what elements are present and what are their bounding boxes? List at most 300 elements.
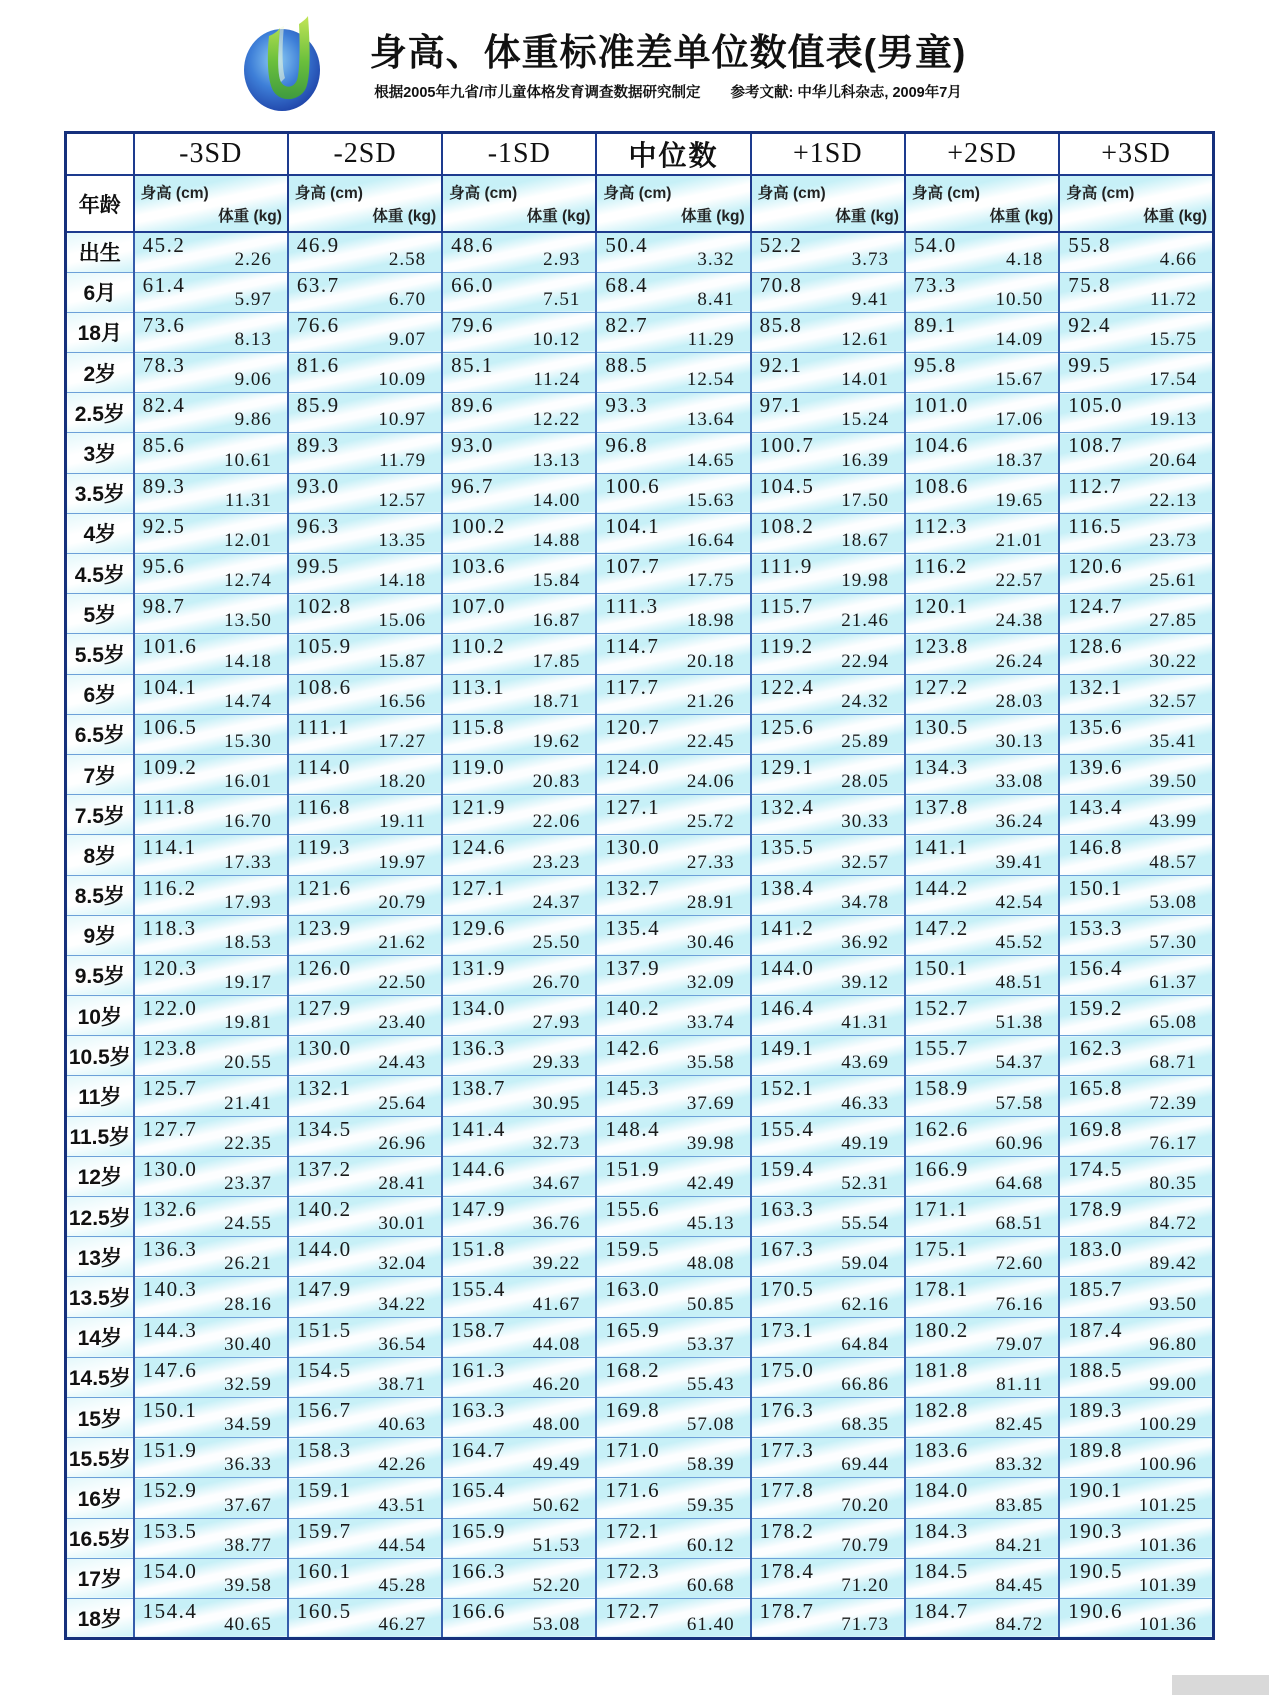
height-value: 92.1	[759, 353, 803, 378]
data-cell	[751, 1518, 905, 1558]
weight-value: 13.50	[224, 610, 272, 632]
weight-value: 14.74	[224, 690, 272, 712]
age-label: 8.5岁	[66, 875, 134, 915]
data-cell	[134, 634, 288, 674]
weight-value: 65.08	[1149, 1012, 1197, 1034]
weight-value: 79.07	[995, 1333, 1044, 1355]
weight-value: 32.04	[378, 1253, 427, 1275]
weight-value: 14.88	[532, 530, 581, 551]
height-value: 163.3	[451, 1397, 506, 1422]
age-label: 6.5岁	[66, 714, 134, 754]
height-value: 153.3	[1068, 915, 1123, 940]
weight-value: 33.08	[995, 771, 1044, 793]
data-cell	[905, 1518, 1059, 1558]
weight-value: 2.93	[543, 248, 581, 270]
data-cell	[442, 1116, 596, 1156]
height-value: 150.1	[913, 955, 969, 980]
table-row	[66, 714, 1214, 754]
data-cell	[442, 1156, 596, 1196]
data-cell	[442, 754, 596, 794]
height-value: 120.7	[605, 714, 661, 739]
data-cell	[751, 1116, 905, 1156]
data-cell	[288, 634, 442, 674]
data-cell	[288, 433, 442, 473]
data-cell	[905, 754, 1059, 794]
height-value: 122.4	[759, 674, 815, 699]
weight-value: 55.43	[686, 1373, 735, 1395]
data-cell	[905, 272, 1059, 312]
data-cell	[288, 513, 442, 553]
weight-value: 10.09	[378, 369, 427, 391]
weight-value: 8.41	[697, 288, 735, 310]
data-cell	[288, 996, 442, 1036]
data-cell	[134, 1558, 288, 1598]
age-label: 14岁	[66, 1317, 134, 1357]
height-value: 107.0	[451, 594, 506, 619]
weight-value: 76.16	[995, 1293, 1044, 1315]
height-value: 159.7	[296, 1518, 352, 1543]
data-cell	[1059, 875, 1213, 915]
table-row	[66, 674, 1214, 714]
weight-value: 32.57	[841, 851, 889, 873]
age-label: 11岁	[66, 1076, 134, 1116]
weight-value: 42.54	[995, 891, 1044, 913]
weight-value: 21.46	[841, 610, 889, 632]
data-cell	[751, 232, 905, 272]
weight-unit-label: 体重 (kg)	[680, 208, 745, 225]
height-value: 121.6	[296, 875, 352, 900]
data-cell	[288, 353, 442, 393]
height-unit-label: 身高 (cm)	[294, 185, 363, 202]
data-cell	[1059, 1438, 1213, 1478]
data-cell	[596, 915, 750, 955]
data-cell	[442, 1357, 596, 1397]
data-cell	[751, 353, 905, 393]
weight-value: 12.61	[841, 329, 889, 351]
height-value: 120.6	[1068, 554, 1123, 578]
weight-value: 17.50	[841, 489, 889, 511]
weight-value: 30.46	[686, 931, 735, 953]
age-label: 9岁	[66, 915, 134, 955]
height-value: 155.7	[913, 1036, 969, 1061]
weight-value: 61.37	[1149, 972, 1197, 994]
weight-value: 30.01	[378, 1213, 427, 1235]
weight-value: 3.32	[697, 248, 735, 270]
u-swirl-globe-logo	[238, 14, 330, 112]
data-cell	[288, 272, 442, 312]
height-value: 169.8	[1068, 1116, 1123, 1141]
height-value: 132.7	[605, 875, 661, 900]
weight-value: 39.41	[995, 851, 1044, 873]
data-cell	[596, 1558, 750, 1598]
masthead	[238, 14, 1048, 112]
data-cell	[596, 1598, 750, 1638]
weight-value: 17.54	[1149, 369, 1197, 391]
data-cell	[1059, 1558, 1213, 1598]
data-cell	[905, 393, 1059, 433]
height-value: 82.4	[142, 393, 186, 418]
height-value: 85.6	[142, 433, 186, 458]
table-row	[66, 955, 1214, 995]
height-value: 96.8	[605, 433, 649, 458]
corner-cell	[66, 133, 134, 176]
data-cell	[134, 353, 288, 393]
page-title: 身高、体重标准差单位数值表(男童)	[369, 32, 967, 73]
data-cell	[905, 1317, 1059, 1357]
age-label: 18月	[66, 312, 134, 352]
age-column-header: 年龄	[66, 175, 134, 232]
height-value: 183.6	[913, 1438, 969, 1463]
weight-value: 15.87	[378, 650, 427, 672]
data-cell	[596, 835, 750, 875]
data-cell	[442, 1197, 596, 1237]
height-value: 85.9	[296, 393, 340, 418]
height-value: 92.5	[142, 513, 186, 538]
height-value: 108.6	[296, 674, 352, 699]
height-value: 162.6	[913, 1116, 969, 1141]
height-value: 52.2	[759, 233, 803, 257]
data-cell	[751, 1277, 905, 1317]
height-value: 165.4	[451, 1478, 506, 1503]
height-unit-label: 身高 (cm)	[140, 185, 209, 202]
height-value: 115.8	[451, 714, 506, 739]
weight-value: 64.84	[841, 1333, 889, 1355]
height-value: 136.3	[451, 1036, 506, 1061]
data-cell	[288, 232, 442, 272]
data-cell	[596, 232, 750, 272]
height-value: 178.1	[913, 1277, 969, 1302]
weight-value: 36.54	[378, 1333, 427, 1355]
sd-column-header: -2SD	[288, 133, 442, 176]
height-value: 117.7	[605, 674, 660, 699]
weight-value: 25.64	[378, 1092, 427, 1114]
height-value: 130.0	[142, 1156, 198, 1181]
height-value: 127.1	[605, 795, 661, 820]
weight-value: 57.08	[686, 1414, 735, 1436]
data-cell	[905, 1197, 1059, 1237]
height-value: 101.6	[142, 634, 198, 659]
height-value: 104.5	[759, 473, 815, 498]
data-cell	[1059, 473, 1213, 513]
data-cell	[134, 594, 288, 634]
weight-value: 50.85	[686, 1293, 735, 1315]
data-cell	[596, 393, 750, 433]
height-value: 106.5	[142, 714, 198, 739]
age-label: 13.5岁	[66, 1277, 134, 1317]
age-label: 10岁	[66, 996, 134, 1036]
data-cell	[134, 1076, 288, 1116]
weight-value: 8.13	[234, 329, 272, 351]
height-value: 135.4	[605, 915, 661, 940]
height-value: 113.1	[451, 674, 506, 699]
height-value: 172.7	[605, 1598, 661, 1623]
data-cell	[134, 393, 288, 433]
height-value: 50.4	[605, 233, 649, 257]
height-value: 177.3	[759, 1438, 815, 1463]
unit-label-cell	[1059, 175, 1213, 232]
height-value: 130.5	[913, 714, 969, 739]
data-cell	[134, 835, 288, 875]
table-row	[66, 1518, 1214, 1558]
height-value: 165.9	[451, 1518, 506, 1543]
height-value: 158.7	[451, 1317, 506, 1342]
weight-value: 59.04	[841, 1253, 889, 1275]
data-cell	[905, 996, 1059, 1036]
data-cell	[596, 795, 750, 835]
weight-value: 68.71	[1149, 1052, 1197, 1074]
data-cell	[905, 1237, 1059, 1277]
weight-unit-label: 体重 (kg)	[372, 208, 437, 225]
data-cell	[134, 1397, 288, 1437]
height-value: 166.9	[913, 1156, 969, 1181]
height-value: 158.3	[296, 1438, 352, 1463]
data-cell	[288, 1156, 442, 1196]
data-cell	[442, 674, 596, 714]
table-row	[66, 1277, 1214, 1317]
weight-value: 18.53	[224, 931, 272, 953]
weight-value: 25.89	[841, 730, 889, 752]
data-cell	[905, 1397, 1059, 1437]
weight-value: 18.98	[686, 610, 735, 632]
weight-value: 19.81	[224, 1012, 272, 1034]
height-value: 45.2	[142, 233, 186, 257]
data-cell	[442, 835, 596, 875]
data-cell	[134, 1357, 288, 1397]
weight-value: 30.13	[995, 730, 1044, 752]
height-value: 112.3	[913, 513, 968, 538]
data-cell	[1059, 554, 1213, 594]
height-value: 150.1	[1068, 875, 1123, 900]
unit-label-cell	[905, 175, 1059, 232]
data-cell	[134, 714, 288, 754]
data-cell	[596, 1518, 750, 1558]
data-cell	[1059, 835, 1213, 875]
weight-value: 49.19	[841, 1132, 889, 1154]
height-value: 92.4	[1068, 312, 1111, 337]
height-value: 70.8	[759, 272, 803, 297]
data-cell	[442, 312, 596, 352]
height-value: 88.5	[605, 353, 649, 378]
weight-value: 71.73	[841, 1614, 889, 1636]
weight-value: 13.64	[686, 409, 735, 431]
weight-value: 9.07	[388, 329, 427, 351]
age-label: 4岁	[66, 513, 134, 553]
data-cell	[134, 795, 288, 835]
data-cell	[1059, 1076, 1213, 1116]
height-value: 140.2	[296, 1197, 352, 1221]
weight-value: 72.60	[995, 1253, 1044, 1275]
data-cell	[751, 1397, 905, 1437]
data-cell	[134, 1156, 288, 1196]
weight-value: 27.93	[532, 1012, 581, 1034]
weight-value: 51.38	[995, 1012, 1044, 1034]
height-value: 119.2	[759, 634, 814, 659]
data-cell	[751, 955, 905, 995]
data-cell	[442, 594, 596, 634]
height-value: 76.6	[296, 312, 340, 337]
data-cell	[751, 1237, 905, 1277]
weight-value: 5.97	[234, 288, 272, 310]
height-value: 105.9	[296, 634, 352, 659]
data-cell	[596, 312, 750, 352]
data-cell	[442, 1558, 596, 1598]
height-value: 154.0	[142, 1558, 198, 1583]
height-value: 112.7	[1068, 473, 1123, 498]
data-cell	[905, 513, 1059, 553]
data-cell	[442, 232, 596, 272]
weight-value: 10.12	[532, 329, 581, 351]
weight-value: 17.85	[532, 650, 581, 672]
data-cell	[442, 1518, 596, 1558]
height-value: 185.7	[1068, 1277, 1123, 1302]
data-cell	[596, 1277, 750, 1317]
data-cell	[1059, 1116, 1213, 1156]
table-row	[66, 1237, 1214, 1277]
table-row	[66, 433, 1214, 473]
data-cell	[905, 594, 1059, 634]
height-value: 93.0	[451, 433, 494, 458]
height-value: 104.6	[913, 433, 969, 458]
height-value: 98.7	[142, 594, 186, 619]
height-value: 151.9	[605, 1156, 661, 1181]
weight-value: 15.84	[532, 570, 581, 592]
data-cell	[751, 875, 905, 915]
height-value: 171.1	[913, 1197, 969, 1221]
height-value: 108.6	[913, 473, 969, 498]
data-cell	[288, 875, 442, 915]
height-value: 114.1	[142, 835, 197, 860]
height-value: 169.8	[605, 1397, 661, 1422]
age-label: 18岁	[66, 1598, 134, 1638]
weight-value: 15.67	[995, 369, 1044, 391]
height-value: 78.3	[142, 353, 186, 378]
data-cell	[751, 1156, 905, 1196]
height-value: 151.9	[142, 1438, 198, 1463]
data-cell	[288, 1438, 442, 1478]
weight-value: 82.45	[995, 1414, 1044, 1436]
height-value: 68.4	[605, 272, 649, 297]
height-value: 55.8	[1068, 233, 1111, 257]
data-cell	[596, 714, 750, 754]
data-cell	[288, 473, 442, 513]
weight-value: 36.33	[224, 1454, 272, 1476]
age-label: 17岁	[66, 1558, 134, 1598]
data-cell	[751, 433, 905, 473]
table-row	[66, 1558, 1214, 1598]
data-cell	[751, 1197, 905, 1237]
height-value: 139.6	[1068, 754, 1123, 779]
weight-value: 2.58	[388, 248, 427, 270]
sd-column-header: -1SD	[442, 133, 596, 176]
sd-column-header: -3SD	[134, 133, 288, 176]
height-value: 190.3	[1068, 1518, 1123, 1543]
height-value: 125.6	[759, 714, 815, 739]
height-value: 161.3	[451, 1357, 506, 1382]
weight-value: 93.50	[1149, 1293, 1197, 1315]
height-value: 189.8	[1068, 1438, 1123, 1463]
height-value: 120.1	[913, 594, 969, 619]
height-value: 119.0	[451, 754, 506, 779]
height-value: 125.7	[142, 1076, 198, 1101]
data-cell	[905, 1438, 1059, 1478]
age-label: 2岁	[66, 353, 134, 393]
height-value: 171.0	[605, 1438, 661, 1463]
height-value: 155.4	[451, 1277, 506, 1302]
data-cell	[288, 754, 442, 794]
height-value: 66.0	[451, 272, 494, 297]
weight-value: 84.72	[995, 1614, 1044, 1636]
data-cell	[596, 674, 750, 714]
data-cell	[751, 1076, 905, 1116]
weight-value: 26.70	[532, 972, 581, 994]
data-cell	[905, 1558, 1059, 1598]
data-cell	[1059, 272, 1213, 312]
height-value: 130.0	[605, 835, 661, 860]
data-cell	[134, 996, 288, 1036]
table-row	[66, 554, 1214, 594]
data-cell	[134, 1438, 288, 1478]
table-row	[66, 473, 1214, 513]
data-cell	[442, 996, 596, 1036]
weight-value: 11.24	[533, 369, 581, 391]
weight-value: 23.40	[378, 1012, 427, 1034]
weight-value: 50.62	[532, 1494, 581, 1516]
data-cell	[751, 674, 905, 714]
weight-value: 11.72	[1149, 288, 1197, 310]
weight-value: 14.09	[995, 329, 1044, 351]
height-value: 159.5	[605, 1237, 661, 1262]
height-value: 140.3	[142, 1277, 198, 1302]
weight-value: 11.31	[224, 489, 272, 511]
data-cell	[1059, 955, 1213, 995]
data-cell	[1059, 1197, 1213, 1237]
table-row	[66, 1598, 1214, 1638]
weight-value: 10.50	[995, 288, 1044, 310]
height-value: 147.2	[913, 915, 969, 940]
weight-value: 25.72	[686, 811, 735, 833]
height-value: 154.5	[296, 1357, 352, 1382]
data-cell	[1059, 1277, 1213, 1317]
weight-value: 25.50	[532, 931, 581, 953]
data-cell	[1059, 1036, 1213, 1076]
height-unit-label: 身高 (cm)	[911, 185, 980, 202]
weight-value: 23.37	[224, 1173, 272, 1194]
data-cell	[596, 1116, 750, 1156]
weight-value: 2.26	[234, 248, 272, 270]
age-label: 8岁	[66, 835, 134, 875]
data-cell	[288, 714, 442, 754]
age-label: 10.5岁	[66, 1036, 134, 1076]
height-value: 146.8	[1068, 835, 1123, 860]
data-cell	[134, 955, 288, 995]
weight-value: 14.01	[841, 369, 889, 391]
weight-value: 28.05	[841, 771, 889, 793]
table-row	[66, 1478, 1214, 1518]
weight-value: 55.54	[841, 1213, 889, 1235]
height-value: 148.4	[605, 1116, 661, 1141]
weight-value: 84.72	[1149, 1213, 1197, 1235]
data-cell	[1059, 1237, 1213, 1277]
height-value: 141.4	[451, 1116, 506, 1141]
age-label: 15岁	[66, 1397, 134, 1437]
unit-label-cell	[442, 175, 596, 232]
data-cell	[596, 513, 750, 553]
age-label: 7.5岁	[66, 795, 134, 835]
data-cell	[751, 634, 905, 674]
data-cell	[905, 1036, 1059, 1076]
data-cell	[442, 433, 596, 473]
height-value: 164.7	[451, 1438, 506, 1463]
